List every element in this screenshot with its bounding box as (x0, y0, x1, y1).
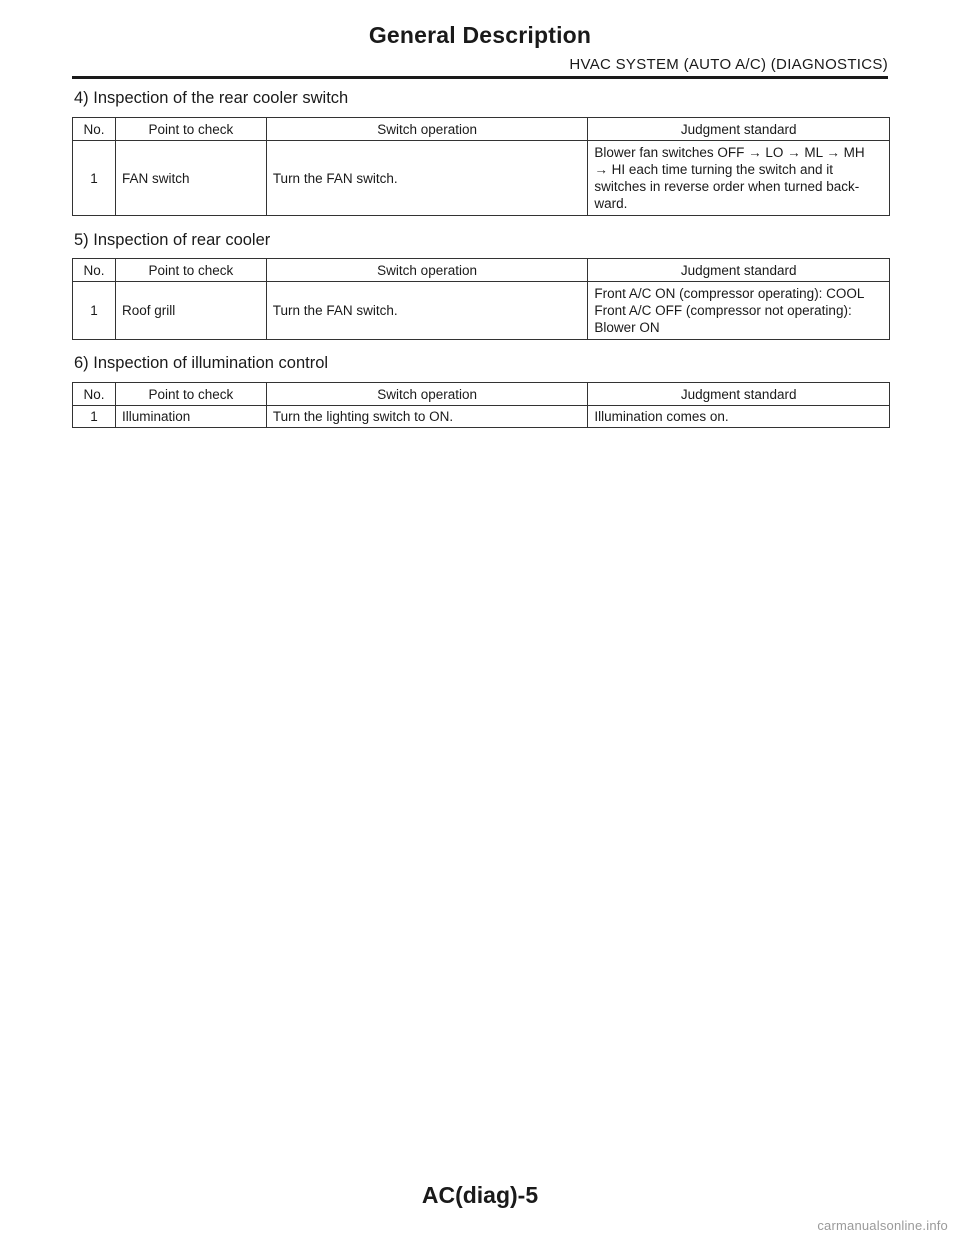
rear-cooler-table (72, 258, 890, 340)
section-subtitle: HVAC SYSTEM (AUTO A/C) (DIAGNOSTICS) (569, 56, 888, 73)
judgment-line: ward. (594, 196, 628, 211)
column-header-point: Point to check (115, 383, 266, 406)
column-header-no: No. (73, 118, 116, 141)
row-no: 1 (73, 141, 116, 216)
header-divider (72, 76, 888, 79)
table-row (73, 282, 890, 340)
section-heading-illumination-control: 6) Inspection of illumination control (74, 354, 329, 372)
judgment-line: Illumination comes on. (594, 409, 729, 424)
watermark: carmanualsonline.info (817, 1218, 948, 1233)
judgment-line: Front A/C ON (compressor operating): COOL (594, 286, 865, 301)
column-header-no: No. (73, 383, 116, 406)
table-header-row (73, 259, 890, 282)
section-heading-rear-cooler: 5) Inspection of rear cooler (74, 231, 271, 249)
table-header-row (73, 118, 890, 141)
judgment-line: Front A/C OFF (compressor not operating): (594, 303, 852, 318)
column-header-judgment: Judgment standard (588, 118, 890, 141)
table-row (73, 141, 890, 216)
row-point: Illumination (115, 406, 266, 428)
illumination-control-table (72, 382, 890, 428)
section-heading-rear-cooler-switch: 4) Inspection of the rear cooler switch (74, 89, 349, 107)
column-header-operation: Switch operation (266, 259, 588, 282)
row-operation: Turn the FAN switch. (266, 141, 588, 216)
row-point: FAN switch (115, 141, 266, 216)
judgment-line: → HI each time turning the switch and it (594, 162, 833, 177)
table-header-row (73, 383, 890, 406)
column-header-judgment: Judgment standard (588, 259, 890, 282)
judgment-line: switches in reverse order when turned back- (594, 179, 860, 194)
column-header-operation: Switch operation (266, 383, 588, 406)
row-no: 1 (73, 406, 116, 428)
rear-cooler-switch-table (72, 117, 890, 216)
table-row (73, 406, 890, 428)
judgment-line: Blower fan switches OFF → LO → ML → MH (594, 145, 865, 160)
row-operation: Turn the lighting switch to ON. (266, 406, 588, 428)
row-judgment (588, 282, 890, 340)
judgment-line: Blower ON (594, 320, 660, 335)
row-no: 1 (73, 282, 116, 340)
column-header-no: No. (73, 259, 116, 282)
page-title: General Description (368, 22, 592, 48)
column-header-judgment: Judgment standard (588, 383, 890, 406)
row-judgment (588, 406, 890, 428)
row-judgment (588, 141, 890, 216)
column-header-point: Point to check (115, 118, 266, 141)
row-operation: Turn the FAN switch. (266, 282, 588, 340)
page-number: AC(diag)-5 (421, 1182, 539, 1208)
column-header-point: Point to check (115, 259, 266, 282)
column-header-operation: Switch operation (266, 118, 588, 141)
row-point: Roof grill (115, 282, 266, 340)
